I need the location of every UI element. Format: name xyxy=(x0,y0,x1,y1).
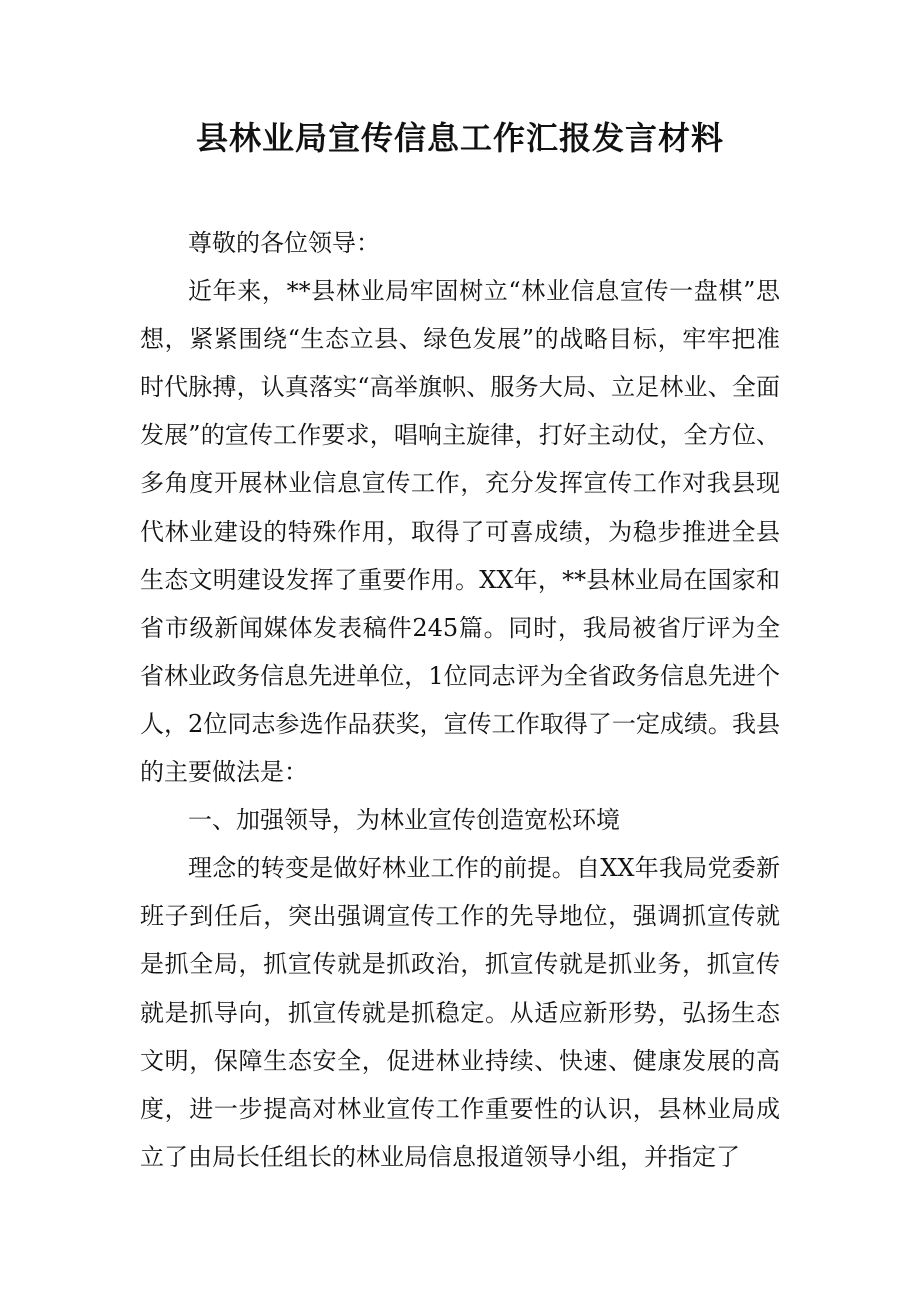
document-title: 县林业局宣传信息工作汇报发言材料 xyxy=(195,119,724,157)
intro-paragraph: 近年来，**县林业局牢固树立“林业信息宣传一盘棋”思想，紧紧围绕“生态立县、绿色发展”的战略目标，牢牢把准时代脉搏，认真落实“高举旗帜、服务大局、立足林业、全面发展”的宣传工作要求，唱响主旋律，打好主动仗，全方位、多角度开展林业信息宣传工作，充分发挥宣传工作对我县现代林业建设的特殊作用，取得了可喜成绩，为稳步推进全县生态文明建设发挥了重要作用。XX年，**县林业局在国家和省市级新闻媒体发表稿件245篇。同时，我局被省厅评为全省林业政务信息先进单位，1位同志评为全省政务信息先进个人，2位同志参选作品获奖，宣传工作取得了一定成绩。我县的主要做法是： xyxy=(140,277,780,787)
salutation: 尊敬的各位领导： xyxy=(188,229,380,257)
section-heading: 一、加强领导，为林业宣传创造宽松环境 xyxy=(188,806,620,835)
section-paragraph: 理念的转变是做好林业工作的前提。自XX年我局党委新班子到任后，突出强调宣传工作的先导地位，强调抓宣传就是抓全局，抓宣传就是抓政治，抓宣传就是抓业务，抓宣传就是抓导向，抓宣传就是抓稳定。从适应新形势，弘扬生态文明，保障生态安全，促进林业持续、快速、健康发展的高度，进一步提高对林业宣传工作重要性的认识，县林业局成立了由局长任组长的林业局信息报道领导小组，并指定了 xyxy=(140,854,780,1171)
document-body xyxy=(140,219,780,1181)
